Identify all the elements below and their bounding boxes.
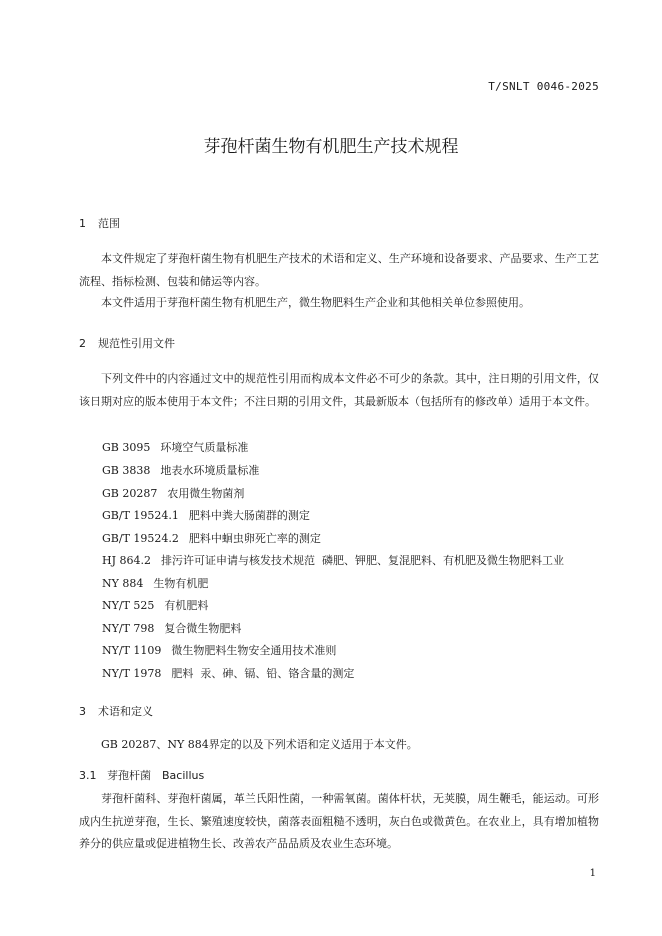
reference-name: 复合微生物肥料	[164, 622, 242, 635]
reference-item	[102, 597, 208, 613]
section-title: 规范性引用文件	[98, 337, 175, 350]
reference-code: NY/T 1109	[102, 644, 162, 657]
section-number: 3	[79, 705, 86, 718]
reference-name: 微生物肥料生物安全通用技术准则	[171, 644, 337, 657]
section-title: 术语和定义	[98, 705, 153, 718]
reference-item	[102, 620, 241, 636]
reference-name: 排污许可证申请与核发技术规范 磷肥、钾肥、复混肥料、有机肥及微生物肥料工业	[161, 554, 564, 567]
reference-item	[102, 575, 208, 591]
reference-item	[102, 507, 310, 523]
reference-code: GB 20287	[102, 487, 158, 500]
paragraph-scope-2: 本文件适用于芽孢杆菌生物有机肥生产，微生物肥料生产企业和其他相关单位参照使用。	[101, 296, 530, 309]
reference-item	[102, 665, 354, 681]
reference-code: GB 3095	[102, 441, 151, 454]
subsection-heading-bacillus	[79, 767, 204, 783]
reference-name: 环境空气质量标准	[160, 441, 249, 454]
paragraph-bacillus-definition: 芽孢杆菌科、芽孢杆菌属，革兰氏阳性菌，一种需氧菌。菌体杆状，无荚膜，周生鞭毛，能运动。可形成内生抗逆芽孢，生长、繁殖速度较快，菌落表面粗糙不透明，灰白色或微黄色。在农业上，具有增加植物养分的供应量或促进植物生长、改善农产品品质及农业生态环境。	[79, 792, 599, 850]
reference-name: 生物有机肥	[153, 577, 209, 590]
reference-name: 地表水环境质量标准	[160, 464, 260, 477]
subsection-number: 3.1	[79, 769, 97, 782]
reference-code: GB 3838	[102, 464, 151, 477]
section-heading-normative-references	[79, 335, 175, 351]
paragraph-scope-1: 本文件规定了芽孢杆菌生物有机肥生产技术的术语和定义、生产环境和设备要求、产品要求、生产工艺流程、指标检测、包装和储运等内容。	[79, 252, 599, 288]
reference-code: NY 884	[102, 577, 144, 590]
reference-name: 肥料 汞、砷、镉、铅、铬含量的测定	[171, 667, 355, 680]
page-number: 1	[589, 868, 596, 879]
paragraph-references-intro: 下列文件中的内容通过文中的规范性引用而构成本文件必不可少的条款。其中，注日期的引用文件，仅该日期对应的版本使用于本文件；不注日期的引用文件，其最新版本（包括所有的修改单）适用于本文件。	[79, 372, 599, 408]
paragraph-terms-intro: GB 20287、NY 884界定的以及下列术语和定义适用于本文件。	[101, 738, 418, 751]
section-number: 2	[79, 337, 86, 350]
reference-item	[102, 642, 336, 658]
reference-code: NY/T 798	[102, 622, 155, 635]
section-heading-scope	[79, 215, 120, 231]
reference-name: 农用微生物菌剂	[167, 487, 245, 500]
reference-code: GB/T 19524.1	[102, 509, 179, 522]
reference-item	[102, 462, 259, 478]
reference-item	[102, 530, 321, 546]
reference-code: NY/T 1978	[102, 667, 162, 680]
subsection-title: 芽孢杆菌 Bacillus	[107, 769, 205, 782]
document-title: 芽孢杆菌生物有机肥生产技术规程	[203, 137, 459, 157]
reference-name: 肥料中蛔虫卵死亡率的测定	[188, 532, 321, 545]
reference-item	[102, 485, 244, 501]
document-code: T/SNLT 0046-2025	[488, 80, 599, 93]
reference-item	[102, 439, 248, 455]
section-title: 范围	[98, 217, 120, 230]
reference-name: 肥料中粪大肠菌群的测定	[188, 509, 310, 522]
reference-item	[102, 552, 564, 568]
section-heading-terms	[79, 703, 153, 719]
section-number: 1	[79, 217, 86, 230]
reference-code: HJ 864.2	[102, 554, 151, 567]
reference-code: NY/T 525	[102, 599, 155, 612]
reference-code: GB/T 19524.2	[102, 532, 179, 545]
reference-name: 有机肥料	[164, 599, 209, 612]
